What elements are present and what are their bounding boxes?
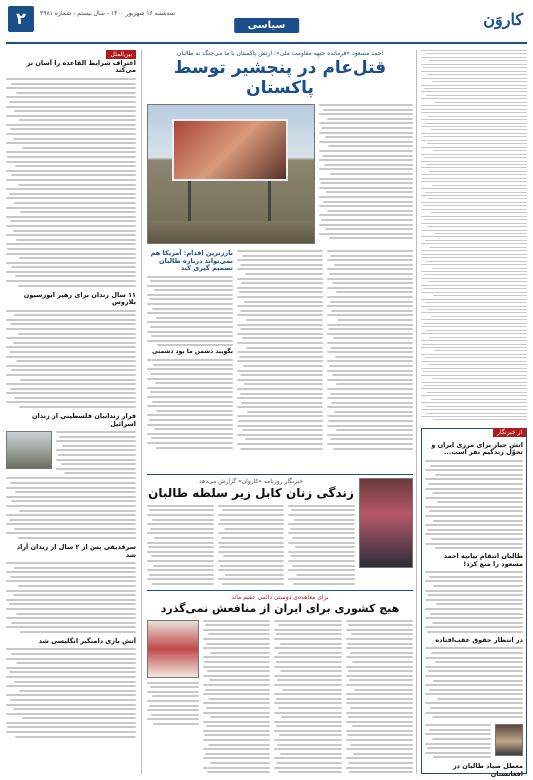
masthead — [6, 4, 527, 44]
feature1-headline: زندگی زنان کابل زیر سلطه طالبان — [148, 486, 354, 500]
lead-photo-billboard — [147, 104, 315, 244]
reporter-headline-2: طالبان انتقام بیانیه احمد مسعود را منع کرد! — [443, 552, 523, 568]
section-name: سیاسی — [234, 18, 300, 33]
kabul-women-photo — [359, 478, 413, 568]
lead-story — [147, 50, 413, 470]
left-story-4-headline: سرقدیقی پس از ۲ سال از زندان آزاد شد — [16, 543, 136, 559]
page-number: ۲ — [8, 6, 34, 32]
left-column — [6, 50, 136, 774]
middle-sub-quote: بگویید دشمن ما بود دشمنی — [151, 348, 233, 356]
reporter-box-label: از خبرنگار — [493, 428, 526, 437]
lead-text-col-1 — [319, 104, 413, 244]
left-story-3-headline: فرار زندانیان فلسطینی از زندان اسرائیل — [32, 412, 136, 428]
prison-photo — [6, 431, 52, 469]
middle-quote: بارزترین اقدام: آمریکا هم نمی‌تواند درباره طالبان تصمیم گیری کند — [150, 249, 233, 273]
reporter-headline-4: معطل صیاد طالبان در افغانستان — [452, 762, 523, 778]
portrait-photo — [495, 724, 523, 756]
newspaper-logo: کاروَن — [483, 10, 523, 29]
lead-headline: قتل‌عام در پنجشیر توسط پاکستان — [173, 58, 387, 98]
feature1-kicker: خبرنگار روزنامه «کاروان» گزارش می‌دهد — [199, 478, 303, 485]
reporter-headline-3: در انتظار حقوق عقب‌افتاده — [435, 635, 523, 644]
feature2-headline: هیچ کشوری برای ایران از منافعش نمی‌گذرد — [160, 602, 400, 615]
left-story-5-headline: آتش بازی دامنگیر انگلیسی شد — [38, 636, 136, 645]
reporter-box — [421, 428, 527, 778]
lead-text-col-4 — [147, 276, 233, 347]
feature-kabul-women — [147, 478, 413, 586]
lead-text-col-2 — [327, 250, 413, 470]
left-column-label: بین‌الملل — [106, 50, 136, 59]
feature2-kicker: برای معاهده‌ی دوستی دائمی عقیم ماند — [231, 594, 329, 601]
reporter-headline-1: اتش جیاز برای مرزی ایران و تحوّل زندگیم نفر است... — [431, 441, 523, 457]
iran-photo — [147, 620, 199, 678]
right-column-text — [421, 50, 527, 420]
left-story-1-headline: اعتراف شرایط القاعده را آسان تر می‌کند — [26, 59, 136, 75]
right-column — [421, 50, 527, 778]
feature-iran — [147, 594, 413, 774]
lead-text-col-3 — [237, 250, 323, 470]
issue-info: سه‌شنبه ۱۶ شهریور ۱۴۰۰ - سال بیستم - شماره ۴۹۸۱ — [40, 10, 175, 17]
left-story-2-headline: ۱۱ سال زندان برای رهبر ایوزسیون بلاروس — [23, 290, 136, 307]
lead-kicker: احمد مسعود «فرمانده جبهه مقاومت ملی»: ارتش پاکستان با ما می‌جنگد نه طالبان — [176, 50, 384, 57]
